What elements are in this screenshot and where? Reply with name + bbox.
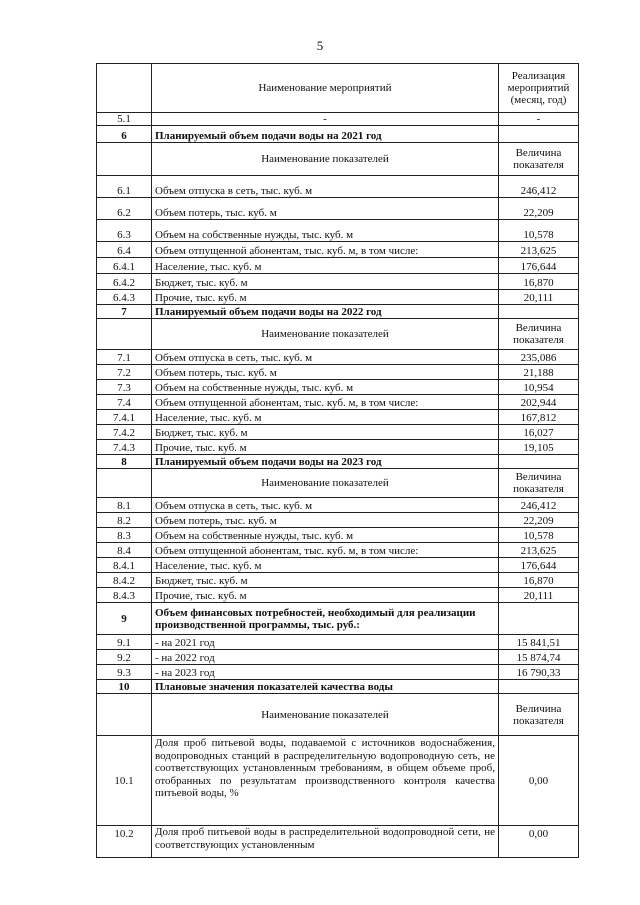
row-value: - [499,113,579,126]
table-row [97,498,579,513]
row-number: 7.3 [97,380,152,395]
row-name: Доля проб питьевой воды, подаваемой с источников водоснабжения, водопроводных станций в распределительную водопроводную сеть, не соответствующих установленным требованиям, в общем объеме проб, отобранных по результатам производственного контроля качества питьевой воды, % [152,736,499,826]
row-name: Объем на собственные нужды, тыс. куб. м [152,380,499,395]
table-row [97,588,579,603]
table-row [97,650,579,665]
row-value: 16,870 [499,573,579,588]
row-value: 246,412 [499,176,579,198]
row-name: - на 2022 год [152,650,499,665]
row-name: Объем отпущенной абонентам, тыс. куб. м, в том числе: [152,543,499,558]
row-number: 6.4.2 [97,274,152,290]
row-number: 9.1 [97,635,152,650]
table-row [97,513,579,528]
indicator-header-row [97,469,579,498]
row-name: Доля проб питьевой воды в распределительной водопроводной сети, не соответствующих установленным [155,826,495,851]
row-name: Население, тыс. куб. м [152,258,499,274]
row-value: 16 790,33 [499,665,579,680]
row-value: 213,625 [499,242,579,258]
header-name: Наименование мероприятий [152,64,499,113]
section-title: Объем финансовых потребностей, необходимый для реализации производственной программы, тыс. руб.: [152,603,499,635]
row-number: 10.2 [97,826,152,858]
table-row [97,440,579,455]
row-number: 9.2 [97,650,152,665]
value-header: Величина показателя [499,694,579,736]
table-row [97,365,579,380]
row-name: Прочие, тыс. куб. м [152,290,499,305]
header-num-cell [97,64,152,113]
indicator-header: Наименование показателей [152,469,499,498]
section-heading-row [97,455,579,469]
row-value: 15 874,74 [499,650,579,665]
row-value: 22,209 [499,198,579,220]
row-number: 10.1 [97,736,152,826]
row-value: 10,578 [499,220,579,242]
section-number: 7 [97,305,152,319]
table-row [97,274,579,290]
row-name: Объем потерь, тыс. куб. м [152,365,499,380]
row-name: Население, тыс. куб. м [152,558,499,573]
table-row [97,558,579,573]
row-number: 8.1 [97,498,152,513]
table-row [97,220,579,242]
row-number: 8.4.2 [97,573,152,588]
row-number: 7.4 [97,395,152,410]
row-value: 20,111 [499,588,579,603]
section-title: Планируемый объем подачи воды на 2022 год [152,305,499,319]
production-program-table [96,63,579,858]
row-value: 202,944 [499,395,579,410]
indicator-header-row [97,694,579,736]
row-value: 16,027 [499,425,579,440]
table-row [97,528,579,543]
row-value: 10,578 [499,528,579,543]
row-value: 176,644 [499,258,579,274]
row-number: 7.4.3 [97,440,152,455]
row-name: Бюджет, тыс. куб. м [152,425,499,440]
section-title: Планируемый объем подачи воды на 2021 год [152,126,499,143]
section-number: 10 [97,680,152,694]
row-value: 176,644 [499,558,579,573]
indicator-header-row [97,319,579,350]
row-name: - на 2021 год [152,635,499,650]
table-row [97,543,579,558]
table-row [97,350,579,365]
row-value: 0,00 [499,826,579,858]
row-number: 6.2 [97,198,152,220]
row-number: 6.3 [97,220,152,242]
table-row [97,665,579,680]
row-value: 22,209 [499,513,579,528]
table-row [97,826,579,858]
row-name: Объем потерь, тыс. куб. м [152,513,499,528]
row-name: Объем отпущенной абонентам, тыс. куб. м, в том числе: [152,395,499,410]
table-row [97,410,579,425]
row-number: 6.4 [97,242,152,258]
row-number: 8.4.3 [97,588,152,603]
indicator-header-row [97,143,579,176]
section-number: 8 [97,455,152,469]
section-heading-row [97,680,579,694]
row-name: Бюджет, тыс. куб. м [152,573,499,588]
row-number: 6.4.3 [97,290,152,305]
row-number: 9.3 [97,665,152,680]
section-title: Плановые значения показателей качества воды [152,680,499,694]
table-row [97,425,579,440]
section-heading-row [97,603,579,635]
row-number: 6.1 [97,176,152,198]
table-row [97,290,579,305]
table-row [97,736,579,826]
row-name: Объем отпущенной абонентам, тыс. куб. м, в том числе: [152,242,499,258]
row-number: 5.1 [97,113,152,126]
row-value: 16,870 [499,274,579,290]
row-value: 235,086 [499,350,579,365]
table-row [97,573,579,588]
section-heading-row [97,305,579,319]
row-name: - [152,113,499,126]
row-value: 213,625 [499,543,579,558]
row-value: 0,00 [499,736,579,826]
row-name: - на 2023 год [152,665,499,680]
row-name: Прочие, тыс. куб. м [152,588,499,603]
row-value: 21,188 [499,365,579,380]
row-number: 8.2 [97,513,152,528]
row-name: Объем на собственные нужды, тыс. куб. м [152,528,499,543]
table-row [97,113,579,126]
row-value: 167,812 [499,410,579,425]
table-row [97,198,579,220]
value-header: Величина показателя [499,143,579,176]
row-number: 7.2 [97,365,152,380]
row-name: Бюджет, тыс. куб. м [152,274,499,290]
row-value: 15 841,51 [499,635,579,650]
row-number: 8.4.1 [97,558,152,573]
header-realization: Реализация мероприятий (месяц, год) [499,64,579,113]
section-number: 9 [97,603,152,635]
row-value: 10,954 [499,380,579,395]
table-row [97,635,579,650]
row-name: Объем отпуска в сеть, тыс. куб. м [152,350,499,365]
table-header-row [97,64,579,113]
table-row [97,395,579,410]
indicator-header: Наименование показателей [152,694,499,736]
table-row [97,176,579,198]
row-number: 7.4.1 [97,410,152,425]
row-name: Прочие, тыс. куб. м [152,440,499,455]
row-name: Объем потерь, тыс. куб. м [152,198,499,220]
row-number: 7.1 [97,350,152,365]
row-number: 8.4 [97,543,152,558]
section-heading-row [97,126,579,143]
value-header: Величина показателя [499,469,579,498]
row-value: 246,412 [499,498,579,513]
section-title: Планируемый объем подачи воды на 2023 год [152,455,499,469]
table-row [97,258,579,274]
page-number: 5 [316,38,324,53]
row-number: 6.4.1 [97,258,152,274]
table-row [97,380,579,395]
table-row [97,242,579,258]
row-number: 7.4.2 [97,425,152,440]
row-value: 20,111 [499,290,579,305]
row-name: Объем отпуска в сеть, тыс. куб. м [152,498,499,513]
row-name: Население, тыс. куб. м [152,410,499,425]
row-number: 8.3 [97,528,152,543]
row-name: Объем на собственные нужды, тыс. куб. м [152,220,499,242]
row-name: Объем отпуска в сеть, тыс. куб. м [152,176,499,198]
row-value: 19,105 [499,440,579,455]
indicator-header: Наименование показателей [152,319,499,350]
value-header: Величина показателя [499,319,579,350]
section-number: 6 [97,126,152,143]
indicator-header: Наименование показателей [152,143,499,176]
